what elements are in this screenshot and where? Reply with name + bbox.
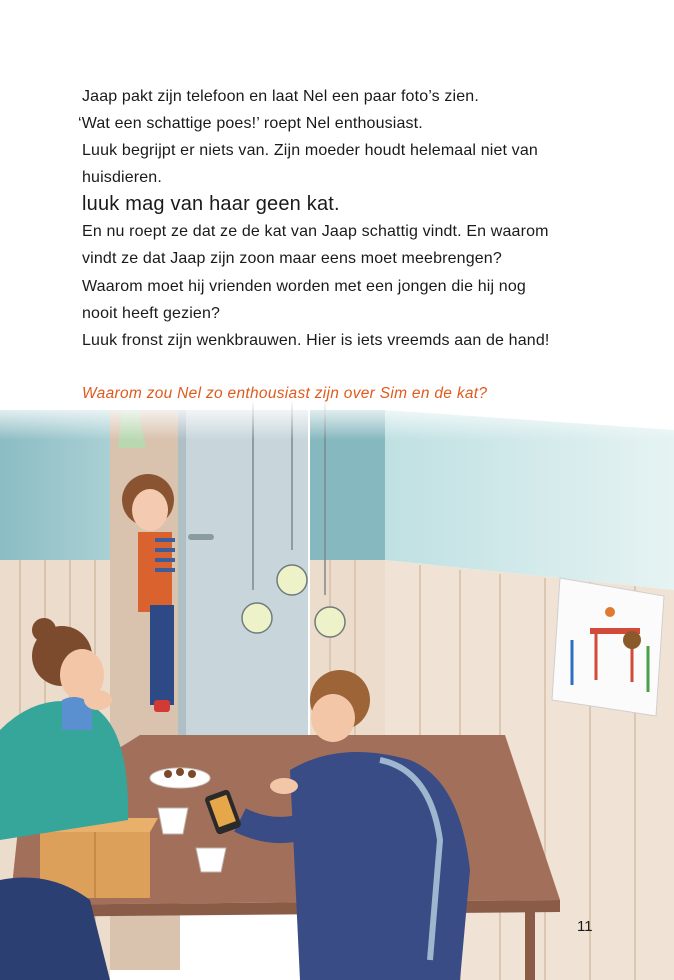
story-line: huisdieren.	[82, 169, 162, 186]
lamp-bulb	[315, 607, 345, 637]
story-line-emphasis: luuk mag van haar geen kat.	[82, 193, 340, 215]
kitchen-illustration	[0, 400, 674, 980]
story-line: Jaap pakt zijn telefoon en laat Nel een paar foto’s zien.	[82, 88, 479, 105]
story-line: Waarom moet hij vrienden worden met een jongen die hij nog	[82, 278, 526, 295]
lamp-bulb	[242, 603, 272, 633]
lamp-bulb	[277, 565, 307, 595]
story-line: En nu roept ze dat ze de kat van Jaap schattig vindt. En waarom	[82, 223, 549, 240]
story-line: ‘Wat een schattige poes!’ roept Nel enthousiast.	[78, 115, 423, 132]
story-line: nooit heeft gezien?	[82, 305, 221, 322]
child-drawing	[552, 578, 664, 716]
discussion-question: Waarom zou Nel zo enthousiast zijn over Sim en de kat?	[82, 385, 488, 402]
story-line: vindt ze dat Jaap zijn zoon maar eens moet meebrengen?	[82, 250, 502, 267]
cup	[158, 808, 188, 834]
story-line: Luuk begrijpt er niets van. Zijn moeder houdt helemaal niet van	[82, 142, 538, 159]
cup	[196, 848, 226, 872]
page-number: 11	[577, 918, 593, 935]
story-line: Luuk fronst zijn wenkbrauwen. Hier is iets vreemds aan de hand!	[82, 332, 550, 349]
door-handle	[188, 534, 214, 540]
